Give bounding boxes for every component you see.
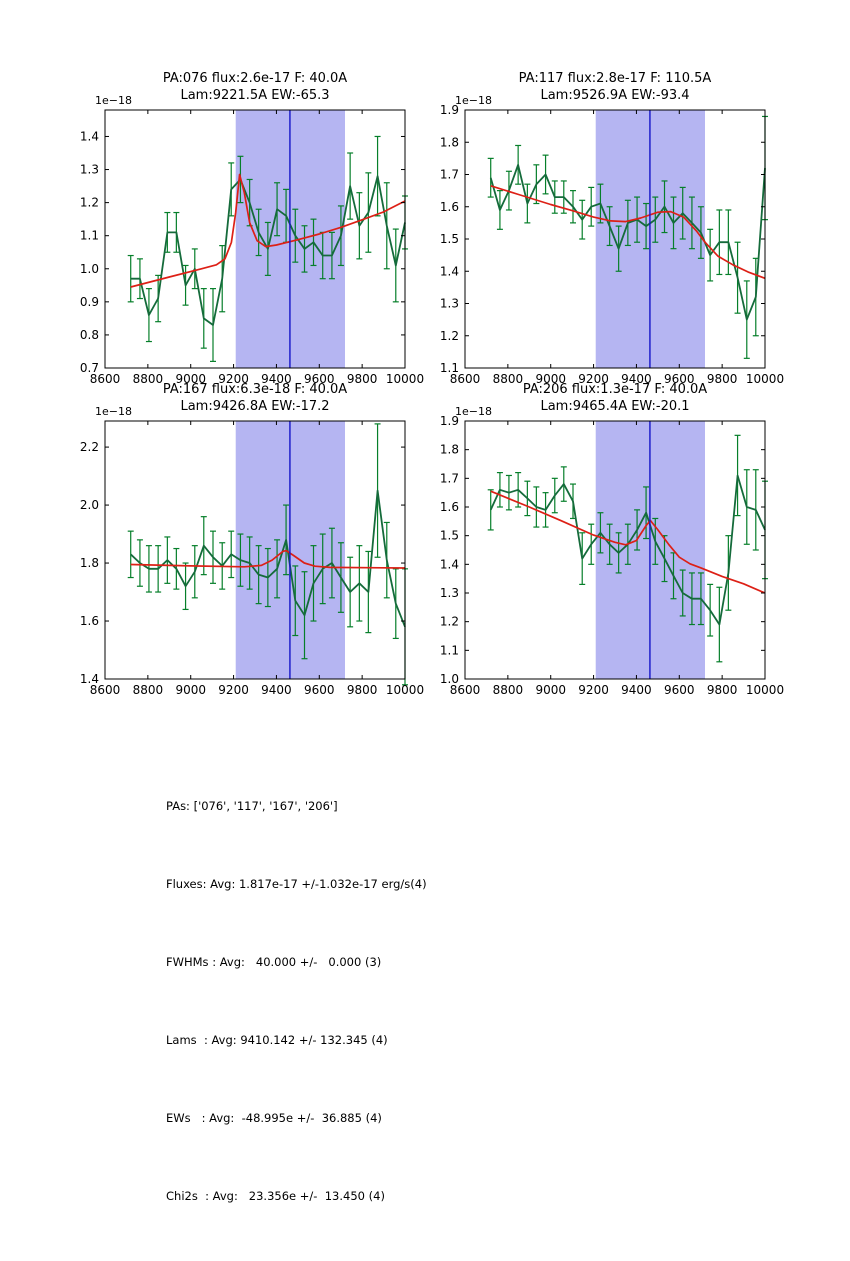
y-tick-label: 1.2: [79, 195, 99, 210]
x-tick-label: 10000: [745, 372, 785, 386]
x-tick-label: 9800: [346, 683, 378, 697]
x-tick-label: 9800: [706, 372, 738, 386]
x-tick-label: 10000: [385, 372, 425, 386]
y-tick-label: 1.2: [439, 614, 459, 629]
y-tick-label: 1.8: [79, 556, 99, 571]
y-tick-label: 0.9: [79, 294, 99, 309]
x-tick-label: 8600: [449, 683, 481, 697]
x-tick-label: 9800: [346, 372, 378, 386]
x-tick-label: 8800: [132, 683, 164, 697]
subplot-pa206: [405, 371, 797, 705]
y-tick-label: 1.0: [79, 261, 99, 276]
x-tick-label: 9400: [261, 683, 292, 697]
panel-title-line2: Lam:9526.9A EW:-93.4: [540, 88, 690, 103]
panel-title-line2: Lam:9426.8A EW:-17.2: [180, 399, 330, 414]
y-tick-label: 1.5: [439, 528, 459, 543]
x-tick-label: 10000: [745, 683, 785, 697]
y-tick-label: 1.3: [439, 296, 459, 311]
panel-title-line1: PA:167 flux:6.3e-18 F: 40.0A: [162, 382, 348, 397]
x-tick-label: 8800: [132, 372, 164, 386]
y-tick-label: 2.2: [79, 440, 99, 455]
y-tick-label: 1.4: [79, 672, 99, 686]
x-tick-label: 8600: [89, 372, 121, 386]
panel-title-line2: Lam:9465.4A EW:-20.1: [540, 399, 690, 414]
panel-title-line1: PA:206 flux:1.3e-17 F: 40.0A: [522, 382, 708, 397]
y-tick-label: 1.8: [439, 135, 459, 150]
panel-title-line2: Lam:9221.5A EW:-65.3: [180, 88, 330, 103]
y-tick-label: 1.6: [79, 614, 99, 629]
y-offset-label: 1e−18: [95, 94, 132, 107]
y-tick-label: 1.3: [79, 162, 99, 177]
panel-title-line1: PA:117 flux:2.8e-17 F: 110.5A: [518, 71, 712, 86]
x-tick-label: 9000: [175, 372, 206, 386]
y-tick-label: 1.3: [439, 586, 459, 600]
summary-block: [166, 741, 427, 1261]
x-tick-label: 9800: [706, 683, 738, 697]
summary-line-fluxes: Fluxes: Avg: 1.817e-17 +/-1.032e-17 erg/s(4): [166, 877, 427, 891]
y-tick-label: 1.9: [439, 414, 459, 428]
subplot-pa117: [405, 60, 797, 394]
y-tick-label: 1.1: [439, 643, 459, 658]
summary-line-pas: PAs: ['076', '117', '167', '206']: [166, 799, 338, 813]
x-tick-label: 8800: [492, 683, 524, 697]
y-tick-label: 1.6: [439, 199, 459, 214]
y-tick-label: 1.2: [439, 328, 459, 343]
y-tick-label: 1.4: [439, 557, 459, 572]
subplot-pa076: [45, 60, 437, 394]
y-tick-label: 1.1: [79, 228, 99, 243]
y-tick-label: 1.6: [439, 500, 459, 514]
x-tick-label: 9000: [535, 372, 566, 386]
x-tick-label: 9600: [664, 683, 695, 697]
y-tick-label: 0.8: [79, 327, 99, 342]
x-tick-label: 9000: [535, 683, 566, 697]
y-tick-label: 0.7: [79, 361, 99, 375]
y-tick-label: 2.0: [79, 498, 99, 513]
x-tick-label: 9200: [218, 683, 249, 697]
y-offset-label: 1e−18: [455, 405, 492, 418]
summary-line-fwhms: FWHMs : Avg: 40.000 +/- 0.000 (3): [166, 955, 382, 969]
y-tick-label: 1.5: [439, 232, 459, 246]
x-tick-label: 9600: [304, 683, 335, 697]
x-tick-label: 9000: [175, 683, 206, 697]
y-tick-label: 1.1: [439, 361, 459, 375]
x-tick-label: 8600: [449, 372, 481, 386]
summary-line-chi2s: Chi2s : Avg: 23.356e +/- 13.450 (4): [166, 1189, 385, 1203]
x-tick-label: 9200: [578, 372, 609, 386]
x-tick-label: 9600: [664, 372, 695, 386]
y-offset-label: 1e−18: [455, 94, 492, 107]
x-tick-label: 9200: [578, 683, 609, 697]
x-tick-label: 9200: [218, 372, 249, 386]
x-tick-label: 10000: [385, 683, 425, 697]
y-tick-label: 1.7: [439, 471, 459, 486]
x-tick-label: 9400: [621, 372, 652, 386]
y-tick-label: 1.7: [439, 167, 459, 182]
y-tick-label: 1.0: [439, 672, 459, 686]
panel-title-line1: PA:076 flux:2.6e-17 F: 40.0A: [162, 71, 348, 86]
y-tick-label: 1.4: [439, 264, 459, 279]
x-tick-label: 8600: [89, 683, 121, 697]
y-tick-label: 1.4: [79, 129, 99, 144]
y-offset-label: 1e−18: [95, 405, 132, 418]
y-tick-label: 1.8: [439, 442, 459, 457]
x-tick-label: 9400: [621, 683, 652, 697]
x-tick-label: 9400: [261, 372, 292, 386]
x-tick-label: 9600: [304, 372, 335, 386]
y-tick-label: 1.9: [439, 103, 459, 117]
summary-line-ews: EWs : Avg: -48.995e +/- 36.885 (4): [166, 1111, 382, 1125]
x-tick-label: 8800: [492, 372, 524, 386]
subplot-pa167: [45, 371, 437, 705]
summary-line-lams: Lams : Avg: 9410.142 +/- 132.345 (4): [166, 1033, 388, 1047]
